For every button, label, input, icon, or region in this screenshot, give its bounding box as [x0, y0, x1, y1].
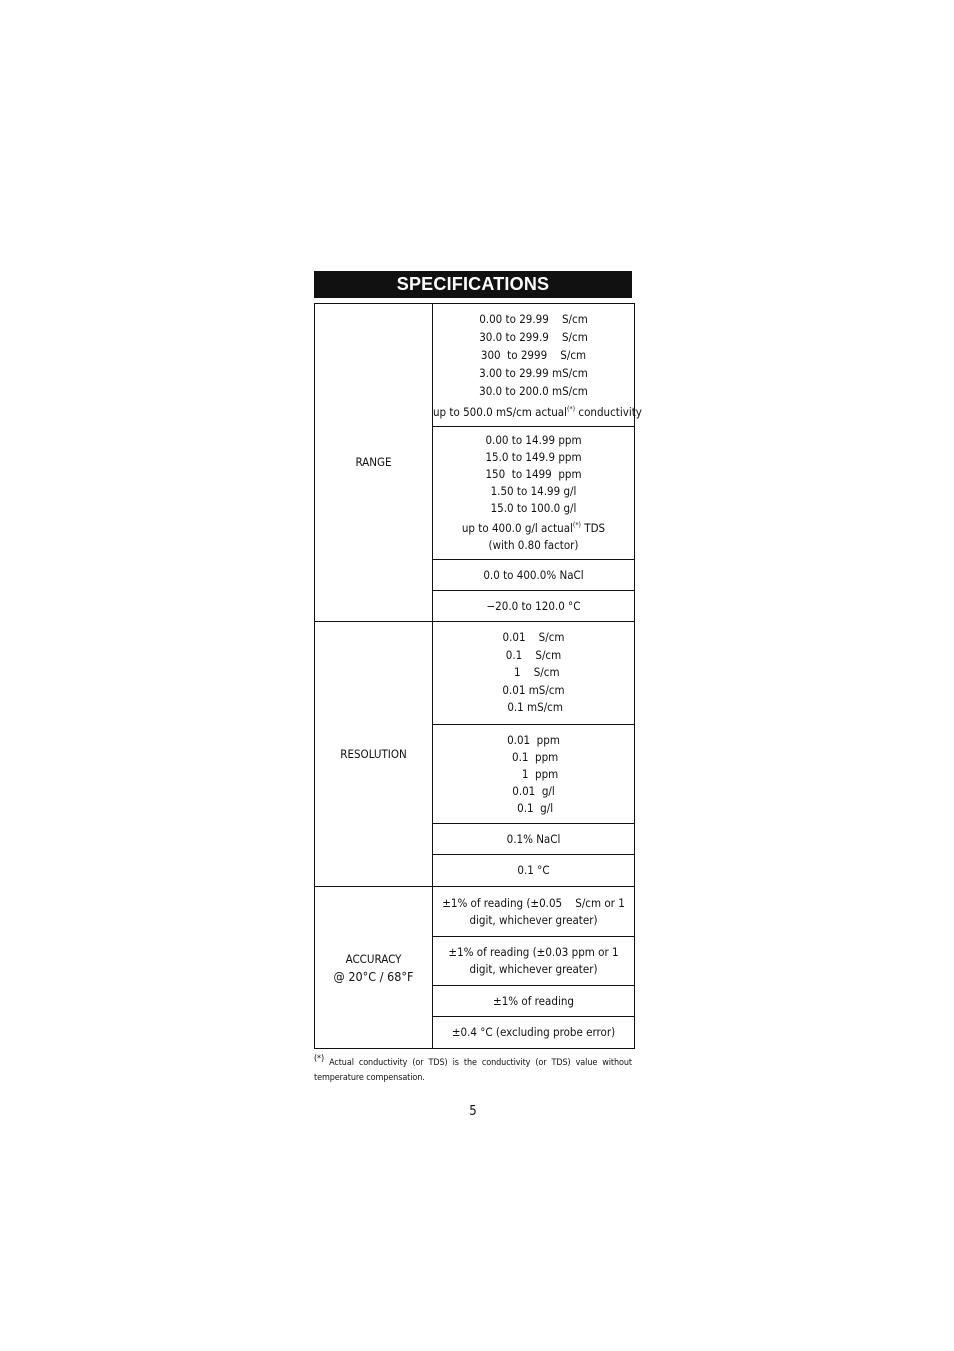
- list-item: (with 0.80 factor): [488, 537, 579, 552]
- list-item: 0.01 ppm: [507, 732, 560, 747]
- resolution-temperature-cell: 0.1 °C: [433, 855, 635, 887]
- resolution-conductivity-cell: [433, 622, 635, 725]
- range-label: RANGE: [315, 304, 433, 622]
- footnote-mark: (*): [567, 404, 576, 413]
- footnote: [314, 1052, 632, 1086]
- accuracy-tds-cell: [433, 937, 635, 986]
- text: up to 400.0 g/l actual: [461, 520, 573, 535]
- list-item: 0.01 S/cm: [502, 630, 565, 645]
- list-item: 0.00 to 29.99 S/cm: [479, 311, 588, 326]
- list-item: 30.0 to 200.0 mS/cm: [479, 383, 588, 398]
- accuracy-temperature-cell: ±0.4 °C (excluding probe error): [433, 1017, 635, 1049]
- footnote-text: Actual conductivity (or TDS) is the conductivity (or TDS) value without temperature compensation.: [314, 1058, 632, 1083]
- list-item: 1 ppm: [508, 766, 559, 781]
- list-item: 1 S/cm: [507, 665, 560, 680]
- accuracy-label: [315, 887, 433, 1049]
- list-item: 1.50 to 14.99 g/l: [490, 484, 577, 499]
- accuracy-conductivity-cell: [433, 887, 635, 937]
- list-item: 0.01 g/l: [512, 783, 555, 798]
- list-item: 0.1 S/cm: [505, 647, 562, 662]
- list-item: 3.00 to 29.99 mS/cm: [479, 365, 588, 380]
- list-item: 30.0 to 299.9 S/cm: [479, 329, 588, 344]
- list-item: 0.1 g/l: [513, 800, 554, 815]
- text: TDS: [580, 520, 606, 535]
- list-item: 300 to 2999 S/cm: [480, 347, 587, 362]
- page-title: SPECIFICATIONS: [314, 271, 632, 298]
- accuracy-nacl-cell: ±1% of reading: [433, 986, 635, 1017]
- table-row: [315, 304, 635, 427]
- list-item: 0.1 mS/cm: [504, 700, 563, 715]
- list-item: 0.01 mS/cm: [502, 682, 565, 697]
- list-item: 0.00 to 14.99 ppm: [485, 433, 582, 448]
- resolution-label: RESOLUTION: [315, 622, 433, 887]
- list-item: 15.0 to 100.0 g/l: [490, 501, 577, 516]
- list-item: 15.0 to 149.9 ppm: [485, 450, 582, 465]
- list-item: ±1% of reading (±0.05 S/cm or 1: [442, 895, 625, 910]
- list-item: digit, whichever greater): [469, 962, 598, 976]
- footnote-mark: (*): [572, 521, 581, 530]
- list-item: ±1% of reading (±0.03 ppm or 1: [448, 945, 619, 959]
- footnote-mark: (*): [314, 1054, 325, 1064]
- range-temperature-cell: −20.0 to 120.0 °C: [433, 591, 635, 622]
- resolution-nacl-cell: 0.1% NaCl: [433, 824, 635, 855]
- range-conductivity-cell: [433, 304, 642, 427]
- range-nacl-cell: 0.0 to 400.0% NaCl: [433, 560, 635, 591]
- text: conductivity: [575, 404, 642, 419]
- list-item: [433, 400, 642, 421]
- table-row: [315, 887, 635, 937]
- list-item: digit, whichever greater): [469, 912, 598, 927]
- text: up to 500.0 mS/cm actual: [433, 404, 568, 419]
- resolution-tds-cell: [433, 725, 635, 824]
- list-item: [433, 517, 634, 537]
- list-item: 0.1 ppm: [508, 749, 559, 764]
- page-number: 5: [469, 1104, 477, 1119]
- list-item: 150 to 1499 ppm: [485, 467, 582, 482]
- specifications-table: [314, 303, 642, 1049]
- table-row: [315, 622, 635, 725]
- range-tds-cell: [433, 427, 635, 560]
- accuracy-title: ACCURACY: [345, 951, 402, 966]
- accuracy-condition: @ 20°C / 68°F: [333, 968, 414, 984]
